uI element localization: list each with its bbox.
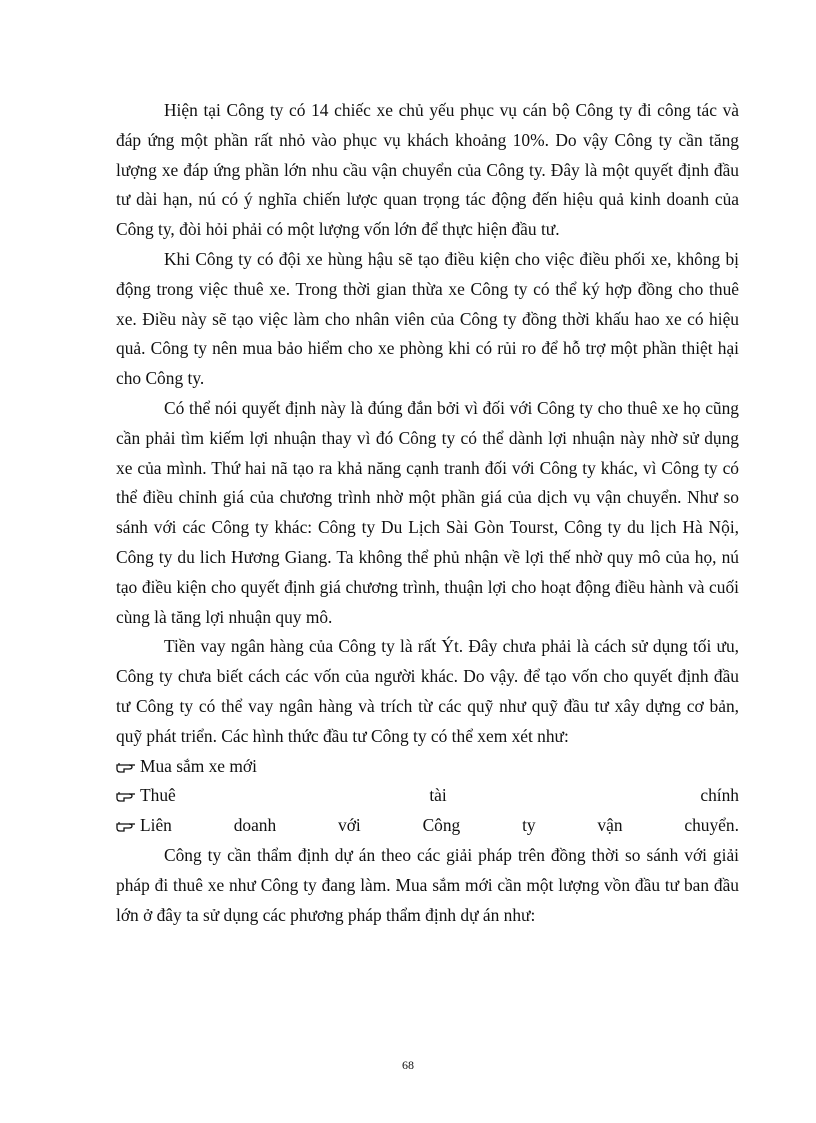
list-item — [116, 811, 739, 841]
paragraph-2: Khi Công ty có đội xe hùng hậu sẽ tạo điều kiện cho việc điều phối xe, không bị động trong việc thuê xe. Trong thời gian thừa xe Công ty có thể ký hợp đồng cho thuê xe. Điều này sẽ tạo việc làm cho nhân viên của Công ty đồng thời khấu hao xe có hiệu quả. Công ty nên mua bảo hiểm cho xe phòng khi có rủi ro để hỗ trợ một phần thiệt hại cho Công ty. — [116, 248, 739, 389]
page-number: 68 — [402, 1058, 414, 1072]
paragraph-closing: Công ty cần thẩm định dự án theo các giải pháp trên đồng thời so sánh với giải pháp đi thuê xe như Công ty đang làm. Mua sắm mới cần một lượng vồn đầu tư ban đầu lớn ở đây ta sử dụng các phương pháp thẩm định dự án như: — [116, 844, 739, 925]
list-item — [116, 752, 739, 782]
pointing-hand-icon — [116, 752, 140, 782]
bullet-text-buy-new: Mua sắm xe mới — [140, 755, 257, 776]
bullet-text-joint-venture: Liên doanh với Công ty vận chuyển. — [140, 815, 739, 836]
pointing-hand-icon — [116, 811, 140, 841]
document-page — [116, 96, 739, 930]
paragraph-1: Hiện tại Công ty có 14 chiếc xe chủ yếu phục vụ cán bộ Công ty đi công tác và đáp ứng một phần rất nhỏ vào phục vụ khách khoảng 10%. Do vậy Công ty cần tăng lượng xe đáp ứng phần lớn nhu cầu vận chuyển của Công ty. Đây là một quyết định đầu tư dài hạn, nú có ý nghĩa chiến lược quan trọng tác động đến hiệu quả kinh doanh của Công ty, đòi hỏi phải có một lượng vốn lớn để thực hiện đầu tư. — [116, 100, 739, 240]
paragraph-3: Có thể nói quyết định này là đúng đắn bởi vì đối với Công ty cho thuê xe họ cũng cần phải tìm kiếm lợi nhuận thay vì đó Công ty có thể dành lợi nhuận này nhờ sử dụng xe của mình. Thứ hai nã tạo ra khả năng cạnh tranh đối với Công ty khác, vì Công ty có thể điều chỉnh giá của chương trình nhờ một phần giá của dịch vụ vận chuyển. Như so sánh với các Công ty khác: Công ty Du Lịch Sài Gòn Tourst, Công ty du lịch Hà Nội, Công ty du lich Hương Giang. Ta không thể phủ nhận về lợi thế nhờ quy mô của họ, nú tạo điều kiện cho quyết định giá chương trình, thuận lợi cho hoạt động điều hành và cuối cùng là tăng lợi nhuận quy mô. — [116, 397, 739, 627]
paragraph-4: Tiền vay ngân hàng của Công ty là rất Ýt. Đây chưa phải là cách sử dụng tối ưu, Công ty chưa biết cách các vốn của người khác. Do vậy. để tạo vốn cho quyết định đầu tư Công ty có thể vay ngân hàng và trích từ các quỹ như quỹ đầu tư xây dựng cơ bản, quỹ phát triển. Các hình thức đầu tư Công ty có thể xem xét như: — [116, 636, 739, 746]
bullet-text-finance-lease: Thuê tài chính — [140, 785, 739, 806]
pointing-hand-icon — [116, 781, 140, 811]
investment-options-list — [116, 752, 739, 841]
list-item — [116, 781, 739, 811]
